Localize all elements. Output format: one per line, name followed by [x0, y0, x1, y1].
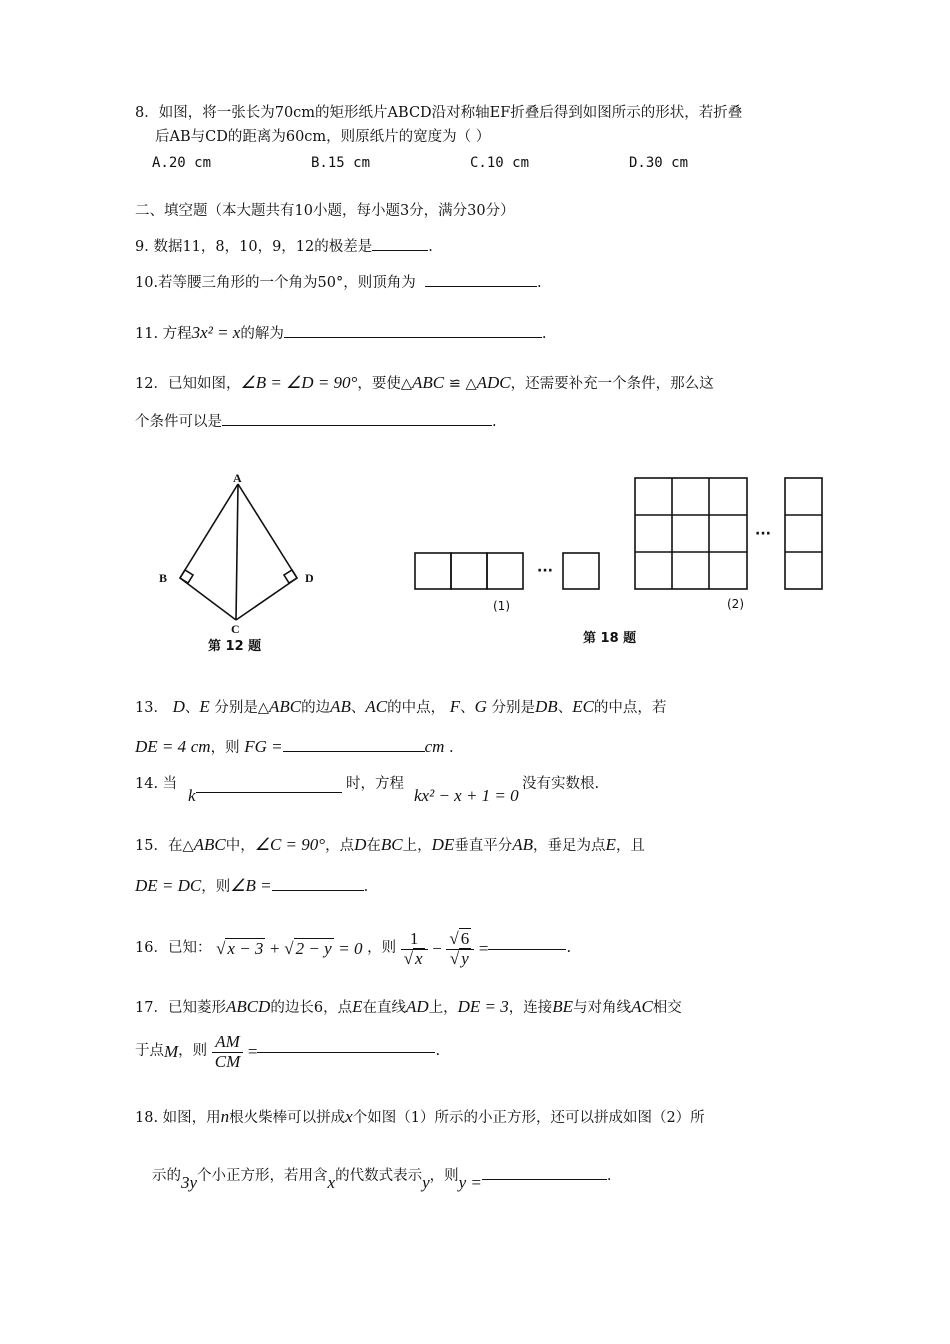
q13-d: D [172, 697, 185, 716]
q16-plus: + [270, 938, 280, 958]
q15-d: D [354, 835, 367, 854]
q17-ad: AD [405, 997, 429, 1016]
q9 [135, 240, 433, 255]
q11-answer-blank[interactable] [284, 336, 542, 338]
q18-p1: 18. 如图，用 [135, 1110, 221, 1126]
q18-line1 [135, 1108, 705, 1126]
q15-condition: DE = DC [135, 876, 202, 895]
q15-ab: AB [512, 835, 534, 854]
q14-answer-blank[interactable] [196, 791, 342, 793]
q15-abc: ABC [193, 835, 226, 854]
fig12-caption: 第 12 题 [208, 639, 262, 654]
q13-line1 [135, 698, 666, 716]
q15-p5: 上， [402, 838, 432, 854]
q17-de: DE = 3 [457, 997, 509, 1016]
q18-line2b: 个小正方形，若用含 [197, 1168, 328, 1184]
q13-p4: 的中点， [387, 700, 446, 716]
q12-end: . [492, 414, 497, 430]
q15-end: . [363, 879, 369, 895]
q17-abcd: ABCD [225, 997, 271, 1016]
q17-p5: ，连接 [508, 1000, 553, 1016]
q14-eq: kx² − x + 1 = 0 [414, 786, 519, 805]
q11-prefix: 11. 方程 [135, 326, 192, 342]
q15-answer-blank[interactable] [272, 889, 364, 891]
q13-fg: FG = [244, 737, 283, 756]
q16-sqrt-2: √ 2 − y [284, 938, 332, 958]
q17-e: E [352, 997, 363, 1016]
q15-e: E [605, 835, 616, 854]
q8-line1: 8．如图，将一张长为70cm的矩形纸片ABCD沿对称轴EF折叠后得到如图所示的形状，若折叠 [135, 105, 743, 121]
q13-ab: AB [330, 697, 351, 716]
q14 [135, 777, 177, 792]
q12-suffix: ，还需要补充一个条件，那么这 [510, 376, 714, 392]
q17-eqs: = [247, 1041, 258, 1061]
q17-be: BE [552, 997, 574, 1016]
q17-p8: ，则 [178, 1043, 208, 1060]
q13-p5: 分别是 [491, 700, 536, 716]
q18-x: x [345, 1107, 353, 1126]
q13-p6: 的中点，若 [593, 700, 667, 716]
q13-sep4: 、 [557, 700, 573, 716]
fig18-ellipsis-2: ··· [755, 526, 771, 542]
q11-suffix: 的解为 [240, 326, 284, 342]
q17-fraction [212, 1033, 244, 1071]
q12-line1 [135, 374, 714, 392]
q13-num: 13． [135, 700, 168, 716]
q17-m: M [164, 1041, 179, 1061]
q15-p9: ，则 [201, 879, 231, 895]
q18-y: y [422, 1173, 430, 1192]
q17-p4: 上， [428, 1000, 458, 1016]
q8-option-c: C.10 cm [470, 155, 530, 171]
q12-mid: ，要使△ [357, 376, 412, 392]
q14-prefix: 14. 当 [135, 776, 178, 792]
q16-eq0: = 0 [338, 938, 363, 958]
q15-angle-c: ∠C = 90° [254, 835, 326, 854]
q16-fraction-2: $\frac{√ 6}{√ y}$ [446, 930, 474, 968]
q13-ac: AC [365, 697, 388, 716]
q9-text: 9. 数据11，8，10，9，12的极差是 [135, 239, 373, 255]
q13-p7: ，则 [210, 740, 240, 756]
q13-ec: EC [572, 697, 594, 716]
q16-eqs: = [478, 938, 489, 958]
q14-mid: 时，方程 [346, 776, 404, 792]
q13-p3: 的边 [301, 700, 331, 716]
q15-bc: BC [380, 835, 403, 854]
q18-line2 [152, 1166, 612, 1192]
fig12-label-c: C [231, 622, 240, 636]
q12-condition: ∠B = ∠D = 90° [240, 373, 358, 392]
q15-p6: 垂直平分 [454, 838, 513, 854]
q17-line2 [135, 1033, 440, 1071]
q17-p7: 相交 [652, 1000, 682, 1016]
q10-text: 10.若等腰三角形的一个角为50°，则顶角为 [135, 275, 416, 291]
q10-answer-blank[interactable] [425, 285, 537, 287]
q17-answer-blank[interactable] [257, 1051, 435, 1053]
q13-cm2: cm [424, 737, 445, 756]
q15-angle-b: ∠B = [230, 876, 272, 895]
fig18-label-1: (1) [493, 599, 510, 613]
q15-line1 [135, 836, 645, 854]
q10-end: . [536, 275, 542, 291]
q15-p1: 15．在△ [135, 838, 194, 854]
q15-p2: 中， [225, 838, 255, 854]
q13-e: E [199, 697, 210, 716]
q12-congruent: ≌ △ [444, 376, 477, 392]
q16 [135, 930, 571, 968]
q13-de: DE = 4 [135, 737, 187, 756]
figure-18 [405, 470, 835, 650]
q13-g: G [474, 697, 487, 716]
q18-p3: 个如图（1）所示的小正方形，还可以拼成如图（2）所 [352, 1110, 705, 1126]
q18-3y: 3y [181, 1173, 198, 1192]
q17-line1 [135, 998, 682, 1016]
q17-p3: 在直线 [362, 1000, 406, 1016]
q12-triangle-adc: ADC [476, 373, 511, 392]
q15-de: DE [431, 835, 455, 854]
q13-f: F [449, 697, 461, 716]
q12-answer-blank[interactable] [222, 424, 492, 426]
q14-k-line [188, 787, 342, 805]
q16-end: . [566, 940, 572, 957]
q16-num-2: 6 [460, 929, 470, 948]
q13-abc: ABC [269, 697, 302, 716]
q9-answer-blank[interactable] [372, 249, 428, 251]
section-header: 二、填空题（本大题共有10小题，每小题3分，满分30分） [135, 203, 515, 219]
q13-p2: 分别是△ [214, 700, 269, 716]
figure-12 [150, 468, 330, 658]
q18-p2: 根火柴棒可以拼成 [229, 1110, 346, 1126]
q17-ac: AC [631, 997, 653, 1016]
q18-x2: x [327, 1173, 336, 1192]
q16-mid: ，则 [367, 940, 397, 957]
q17-line2-text: 于点 [135, 1043, 164, 1060]
fig18-caption: 第 18 题 [583, 631, 637, 646]
q12-line2-text: 个条件可以是 [135, 414, 222, 430]
q15-p8: ，且 [615, 838, 645, 854]
q15-p3: ，点 [325, 838, 355, 854]
q8-option-d: D.30 cm [629, 155, 689, 171]
q17-p2: 的边长6，点 [270, 1000, 353, 1016]
q13-cm: cm [190, 737, 211, 756]
fig18-ellipsis-1: ··· [537, 563, 553, 579]
q17-den: CM [214, 1051, 241, 1071]
q17-num: AM [212, 1033, 244, 1053]
q13-sep3: 、 [460, 700, 475, 716]
q12-triangle-abc: ABC [412, 373, 445, 392]
q12-line2 [135, 415, 497, 430]
q18-line2a: 示的 [152, 1168, 181, 1184]
q13-line2 [135, 738, 454, 756]
fig12-label-a: A [233, 471, 242, 485]
q11-equation: 3x² = x [191, 323, 241, 342]
q16-num-1: 1 [401, 930, 428, 950]
q18-yeq: y = [458, 1173, 482, 1192]
q10 [135, 276, 542, 291]
q18-answer-blank[interactable] [482, 1178, 607, 1180]
q13-answer-blank[interactable] [283, 750, 425, 752]
q16-den-2: y [461, 948, 469, 968]
q11-end: . [541, 326, 547, 342]
q17-end: . [435, 1043, 441, 1060]
q13-end: . [449, 740, 454, 756]
q15-p7: ，垂足为点 [533, 838, 606, 854]
q12-prefix: 12．已知如图， [135, 376, 241, 392]
fig12-label-d: D [305, 571, 314, 585]
q13-db: DB [535, 697, 558, 716]
fig12-label-b: B [159, 571, 168, 585]
q8-line2: 后AB与CD的距离为60cm，则原纸片的宽度为（ ） [155, 129, 491, 145]
q18-end: . [606, 1168, 612, 1184]
q16-prefix: 16．已知： [135, 940, 212, 957]
q16-radicand-1: x − 3 [227, 938, 264, 958]
q13-sep1: 、 [184, 700, 200, 716]
q15-line2 [135, 877, 368, 895]
q16-den-1: x [415, 948, 423, 968]
q9-end: . [428, 239, 433, 255]
q16-answer-blank[interactable] [488, 948, 566, 950]
q8-option-b: B.15 cm [311, 155, 371, 171]
q16-fraction-1: $\frac{1}{√ x}$ [401, 930, 428, 968]
q16-radicand-2: 2 − y [295, 938, 332, 958]
q16-minus: − [432, 938, 442, 958]
q18-line2d: ，则 [429, 1168, 459, 1184]
q14-suffix: 没有实数根. [522, 776, 600, 792]
q15-p4: 在 [366, 838, 381, 854]
q17-p6: 与对角线 [573, 1000, 632, 1016]
q14-k: k [188, 786, 196, 805]
q8-option-a: A.20 cm [152, 155, 212, 171]
q16-sqrt-1: √ x − 3 [216, 938, 264, 958]
q18-n: n [220, 1107, 230, 1126]
q18-line2c: 的代数式表示 [335, 1168, 423, 1184]
q13-sep2: 、 [350, 700, 366, 716]
q14-equation [414, 787, 519, 805]
q11 [135, 324, 546, 342]
q17-p1: 17．已知菱形 [135, 1000, 226, 1016]
fig18-label-2: (2) [727, 597, 744, 611]
